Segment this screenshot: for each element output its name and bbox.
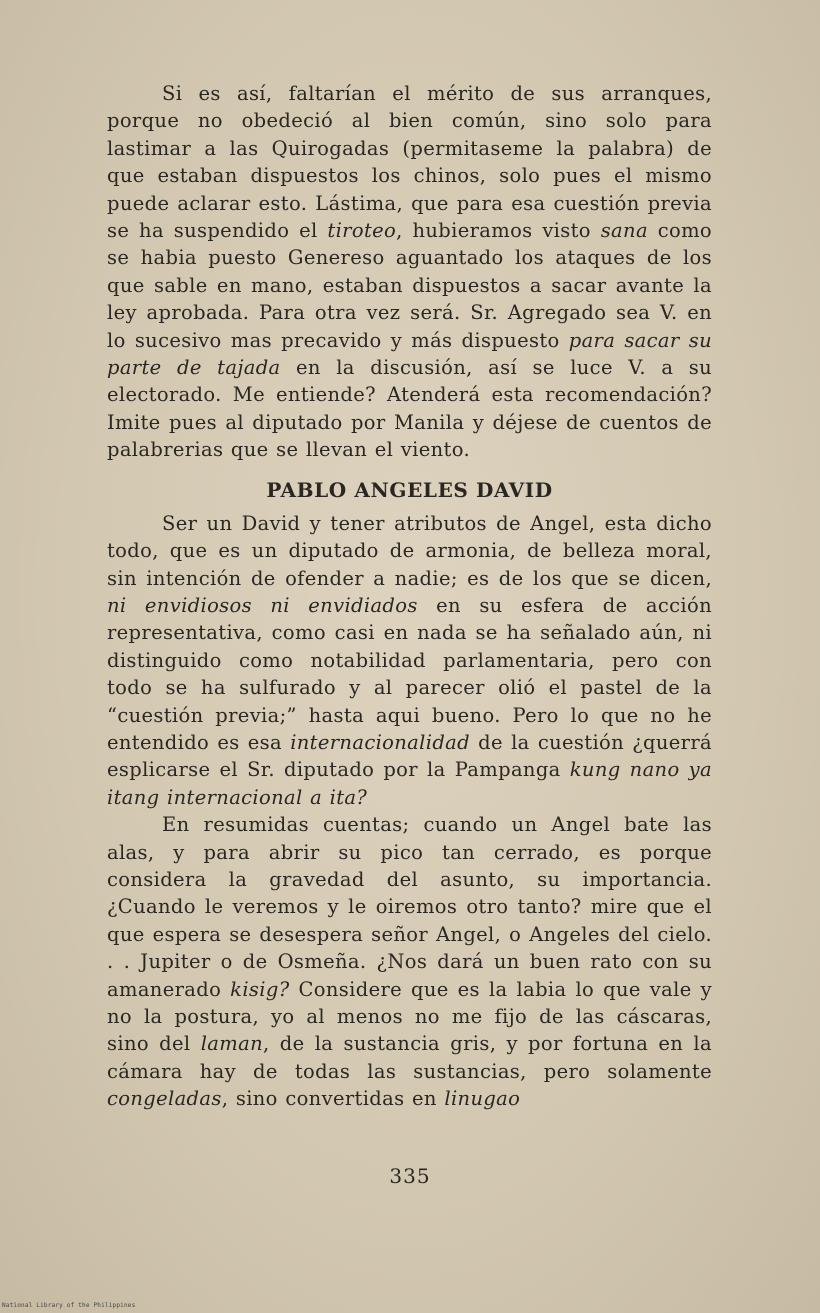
paragraph-3: En resumidas cuentas; cuando un Angel bate las alas, y para abrir su pico tan cerrado, es porque considera la gravedad del asunto, su importancia. ¿Cuando le veremos y le oiremos otro tanto? mire que el que espera se desespera señor Angel, o Angeles del cielo. . . Jupiter o de Osmeña. ¿Nos dará un buen rato con su amanerado kisig? Considere que es la labia lo que vale y no la postura, yo al menos no me fijo de las cáscaras, sino del laman, de la sustancia gris, y por fortuna en la cámara hay de todas las sustancias, pero solamente congeladas, sino convertidas en linugao <box>107 813 712 1111</box>
italic-term: kisig? <box>230 977 290 1001</box>
italic-phrase: para sacar su parte de tajada <box>107 328 712 380</box>
italic-term: internacionalidad <box>290 730 470 754</box>
italic-term: congeladas <box>107 1087 222 1111</box>
page-number: 335 <box>389 1164 431 1188</box>
italic-term: laman <box>200 1032 263 1056</box>
section-heading: PABLO ANGELES DAVID <box>266 477 553 502</box>
paragraph-2: Ser un David y tener atributos de Angel, esta dicho todo, que es un diputado de armonia, de belleza moral, sin intención de ofender a nadie; es de los que se dicen, ni envidiosos ni envidiados en su esfera de acción representativa, como casi en nada se ha señalado aún, ni distinguido como notabilidad parlamentaria, pero con todo se ha sulfurado y al parecer olió el pastel de la “cuestión previa;” hasta aqui bueno. Pero lo que no he entendido es esa internacionalidad de la cuestión ¿querrá esplicarse el Sr. diputado por la Pampanga kung nano ya itang internacional a ita? <box>107 511 713 809</box>
italic-phrase: ni envidiosos ni envidiados <box>107 593 418 617</box>
paragraph-1: Si es así, faltarían el mérito de sus arranques, porque no obedeció al bien común, sino solo para lastimar a las Quirogadas (permitaseme la palabra) de que estaban dispuestos los chinos, solo pues el mismo puede aclarar esto. Lástima, que para esa cuestión previa se ha suspendido el tiroteo, hubieramos visto sana como se habia puesto Genereso aguantado los ataques de los que sable en mano, estaban dispuestos a sacar avante la ley aprobada. Para otra vez será. Sr. Agregado sea V. en lo sucesivo mas precavido y más dispuesto para sacar su parte de tajada en la discusión, así se luce V. a su electorado. Me entiende? Atenderá esta recomendación? Imite pues al diputado por Manila y déjese de cuentos de palabrerias que se llevan el viento. <box>107 82 713 462</box>
page-body <box>107 80 712 1113</box>
italic-term: sana <box>600 219 648 243</box>
italic-term: linugao <box>444 1087 521 1111</box>
italic-term: tiroteo <box>327 219 397 243</box>
library-footer: National Library of the Philippines <box>2 1302 136 1309</box>
italic-phrase: kung nano ya itang internacional a ita? <box>107 758 713 809</box>
